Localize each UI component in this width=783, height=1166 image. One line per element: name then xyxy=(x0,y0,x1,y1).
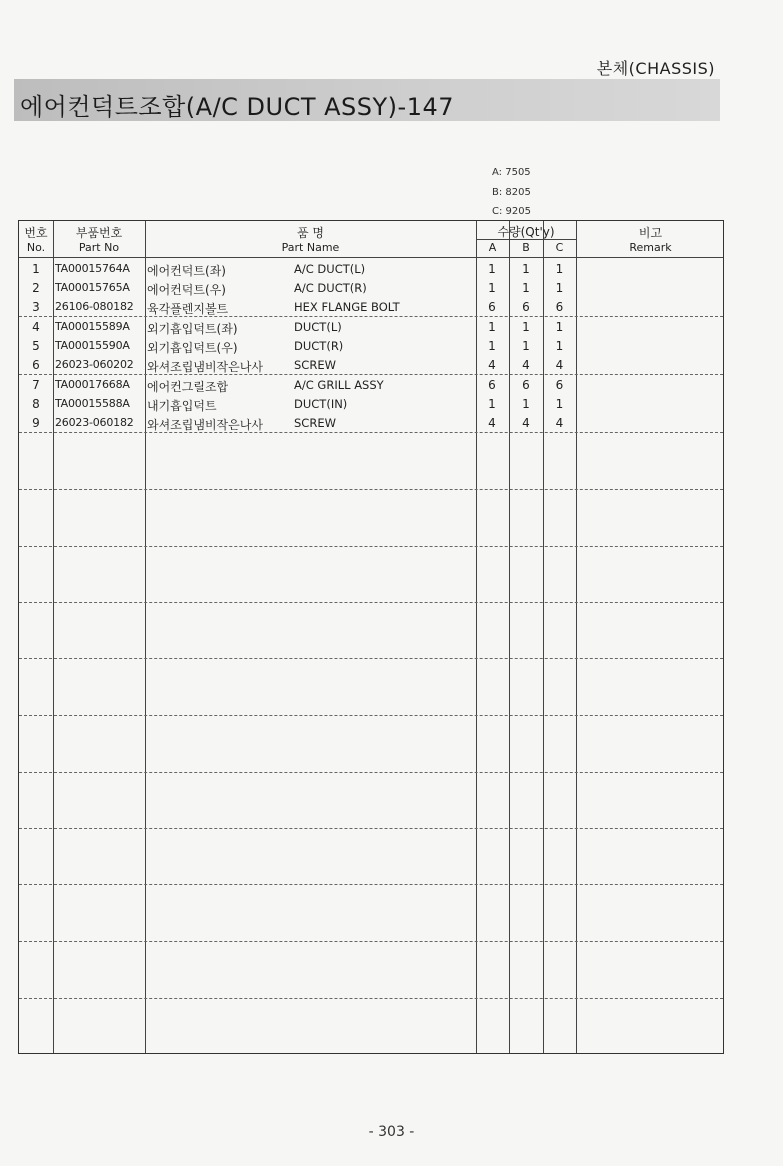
part-name-ko: 에어컨그릴조합 xyxy=(147,380,229,394)
qty-a: 1 xyxy=(488,262,496,276)
part-number: TA00015765A xyxy=(55,281,130,294)
qty-a: 6 xyxy=(488,300,496,314)
header-part-no-en: Part No xyxy=(78,241,120,254)
header-remark-en: Remark xyxy=(629,241,672,254)
part-name-ko: 내기흡입덕트 xyxy=(147,399,217,413)
group-divider xyxy=(19,884,723,885)
table-row xyxy=(19,414,723,433)
header-remark-ko: 비고 xyxy=(638,226,663,240)
qty-b: 4 xyxy=(522,358,530,372)
part-number: 26106-080182 xyxy=(55,300,134,313)
group-divider xyxy=(19,658,723,659)
header-no-ko: 번호 xyxy=(24,226,48,240)
group-divider xyxy=(19,432,723,433)
header-part-name-ko: 품 명 xyxy=(297,226,324,240)
row-number: 5 xyxy=(32,339,40,353)
part-name-en: SCREW xyxy=(294,358,336,372)
part-name-en: A/C DUCT(R) xyxy=(294,281,367,295)
part-number: 26023-060182 xyxy=(55,416,134,429)
part-name-en: DUCT(L) xyxy=(294,320,342,334)
qty-b: 6 xyxy=(522,378,530,392)
row-number: 3 xyxy=(32,300,40,314)
header-qty-c: C xyxy=(555,241,564,254)
group-divider xyxy=(19,489,723,490)
part-name-en: DUCT(R) xyxy=(294,339,344,353)
group-divider xyxy=(19,374,723,375)
qty-a: 1 xyxy=(488,281,496,295)
part-number: TA00015588A xyxy=(55,397,130,410)
header-bottom-line xyxy=(19,257,723,258)
part-name-ko: 와셔조립냄비작은나사 xyxy=(147,360,263,374)
row-number: 6 xyxy=(32,358,40,372)
title-band xyxy=(14,79,720,121)
qty-a: 1 xyxy=(488,397,496,411)
parts-table xyxy=(18,220,724,1054)
qty-c: 1 xyxy=(555,281,564,295)
qty-a: 1 xyxy=(488,339,496,353)
row-number: 2 xyxy=(32,281,40,295)
qty-c: 1 xyxy=(555,262,564,276)
part-number: TA00015589A xyxy=(55,320,130,333)
part-name-en: A/C GRILL ASSY xyxy=(294,378,384,392)
part-name-ko: 에어컨덕트(좌) xyxy=(147,264,226,278)
table-row xyxy=(19,356,723,375)
table-row xyxy=(19,318,723,337)
part-number: TA00015764A xyxy=(55,262,130,275)
variant-a: A: 7505 xyxy=(492,167,531,178)
qty-b: 1 xyxy=(522,262,530,276)
group-divider xyxy=(19,828,723,829)
qty-c: 6 xyxy=(555,378,564,392)
qty-b: 1 xyxy=(522,281,530,295)
table-row xyxy=(19,337,723,356)
qty-b: 4 xyxy=(522,416,530,430)
group-divider xyxy=(19,316,723,317)
header-part-name-en: Part Name xyxy=(281,241,340,254)
group-divider xyxy=(19,941,723,942)
qty-b: 1 xyxy=(522,397,530,411)
page-number: - 303 - xyxy=(368,1124,415,1140)
group-divider xyxy=(19,772,723,773)
part-number: 26023-060202 xyxy=(55,358,134,371)
header-qty-a: A xyxy=(488,241,497,254)
part-number: TA00015590A xyxy=(55,339,130,352)
part-name-ko: 외기흡입덕트(좌) xyxy=(147,322,238,336)
qty-c: 1 xyxy=(555,339,564,353)
part-name-ko: 에어컨덕트(우) xyxy=(147,283,226,297)
qty-a: 6 xyxy=(488,378,496,392)
qty-a: 4 xyxy=(488,358,496,372)
variant-b: B: 8205 xyxy=(492,186,531,198)
group-divider xyxy=(19,546,723,547)
header-no-en: No. xyxy=(26,241,46,254)
row-number: 4 xyxy=(32,320,40,334)
qty-c: 1 xyxy=(555,320,564,334)
section-label: 본체(CHASSIS) xyxy=(596,59,715,78)
qty-a: 4 xyxy=(488,416,496,430)
part-name-en: A/C DUCT(L) xyxy=(294,262,366,276)
part-name-en: SCREW xyxy=(294,416,336,430)
table-row xyxy=(19,260,723,279)
part-name-ko: 와셔조립냄비작은나사 xyxy=(147,418,263,432)
qty-b: 6 xyxy=(522,300,530,314)
row-number: 7 xyxy=(32,378,40,392)
part-name-ko: 외기흡입덕트(우) xyxy=(147,341,238,355)
header-qty: 수량(Qt'y) xyxy=(497,225,555,239)
header-qty-b: B xyxy=(522,241,530,254)
group-divider xyxy=(19,998,723,999)
qty-c: 4 xyxy=(555,416,564,430)
row-number: 9 xyxy=(32,416,40,430)
table-row xyxy=(19,279,723,298)
header-part-no-ko: 부품번호 xyxy=(75,226,123,240)
table-row xyxy=(19,395,723,414)
qty-b: 1 xyxy=(522,320,530,334)
group-divider xyxy=(19,602,723,603)
page-title: 에어컨덕트조합(A/C DUCT ASSY)-147 xyxy=(20,93,455,121)
qty-c: 4 xyxy=(555,358,564,372)
group-divider xyxy=(19,715,723,716)
part-number: TA00017668A xyxy=(55,378,130,391)
part-name-en: HEX FLANGE BOLT xyxy=(294,300,400,314)
qty-a: 1 xyxy=(488,320,496,334)
table-row xyxy=(19,376,723,395)
variant-legend xyxy=(492,163,531,222)
variant-c: C: 9205 xyxy=(492,206,531,217)
row-number: 1 xyxy=(32,262,40,276)
qty-c: 1 xyxy=(555,397,564,411)
qty-c: 6 xyxy=(555,300,564,314)
part-name-ko: 육각플렌지볼트 xyxy=(147,302,229,316)
table-row xyxy=(19,298,723,317)
qty-b: 1 xyxy=(522,339,530,353)
row-number: 8 xyxy=(32,397,40,411)
part-name-en: DUCT(IN) xyxy=(294,397,348,411)
